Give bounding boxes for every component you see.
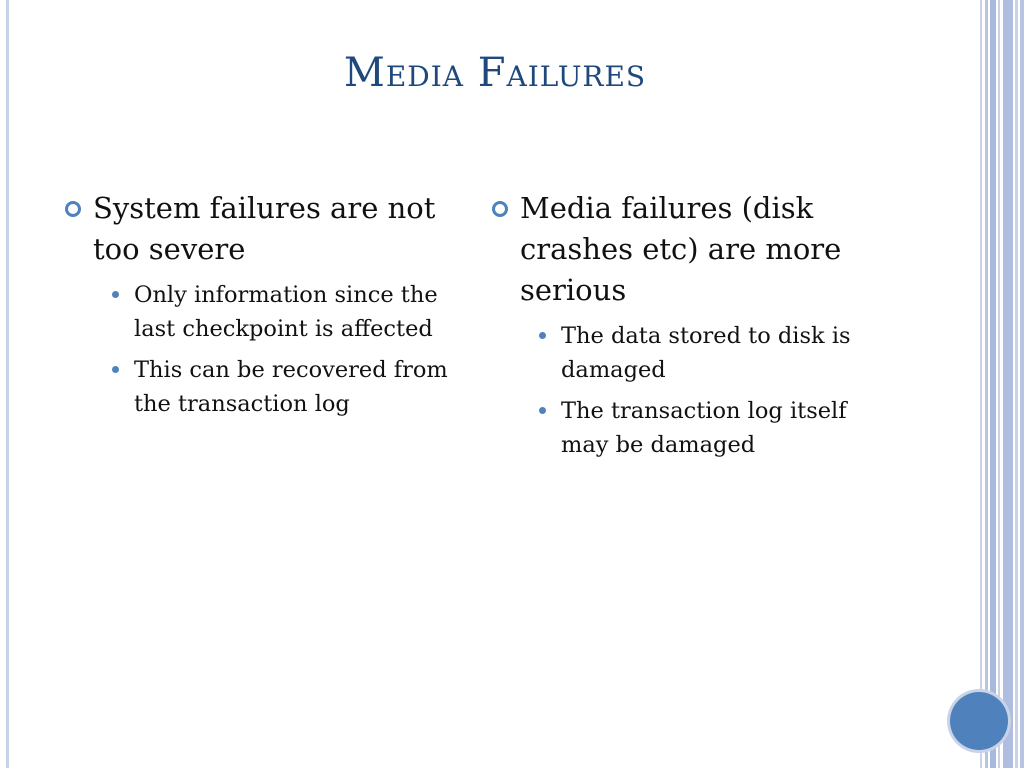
bullet-text: System failures are not too severe — [93, 191, 436, 266]
decorative-circle — [950, 692, 1008, 750]
slide-title: Media Failures — [343, 50, 647, 96]
bullet-item — [62, 188, 462, 270]
sub-bullet-list — [62, 278, 462, 421]
right-column — [489, 188, 889, 469]
sub-bullet-item — [531, 394, 889, 462]
sub-bullet-text: Only information since the last checkpoint is affected — [134, 282, 438, 342]
bullet-item — [489, 188, 889, 311]
sub-bullet-text: The data stored to disk is damaged — [561, 323, 851, 383]
sub-bullet-list — [489, 319, 889, 462]
sub-bullet-item — [104, 278, 462, 346]
sub-bullet-text: This can be recovered from the transaction log — [134, 357, 448, 417]
ring-bullet-icon — [492, 201, 508, 217]
dot-bullet-icon — [112, 366, 119, 373]
left-border-rule — [6, 0, 9, 768]
dot-bullet-icon — [112, 291, 119, 298]
dot-bullet-icon — [539, 407, 546, 414]
sub-bullet-item — [104, 353, 462, 421]
dot-bullet-icon — [539, 332, 546, 339]
ring-bullet-icon — [65, 201, 81, 217]
right-decorative-stripes — [976, 0, 1024, 768]
sub-bullet-item — [531, 319, 889, 387]
bullet-text: Media failures (disk crashes etc) are more serious — [520, 191, 842, 307]
left-column — [62, 188, 462, 428]
sub-bullet-text: The transaction log itself may be damaged — [561, 398, 847, 458]
